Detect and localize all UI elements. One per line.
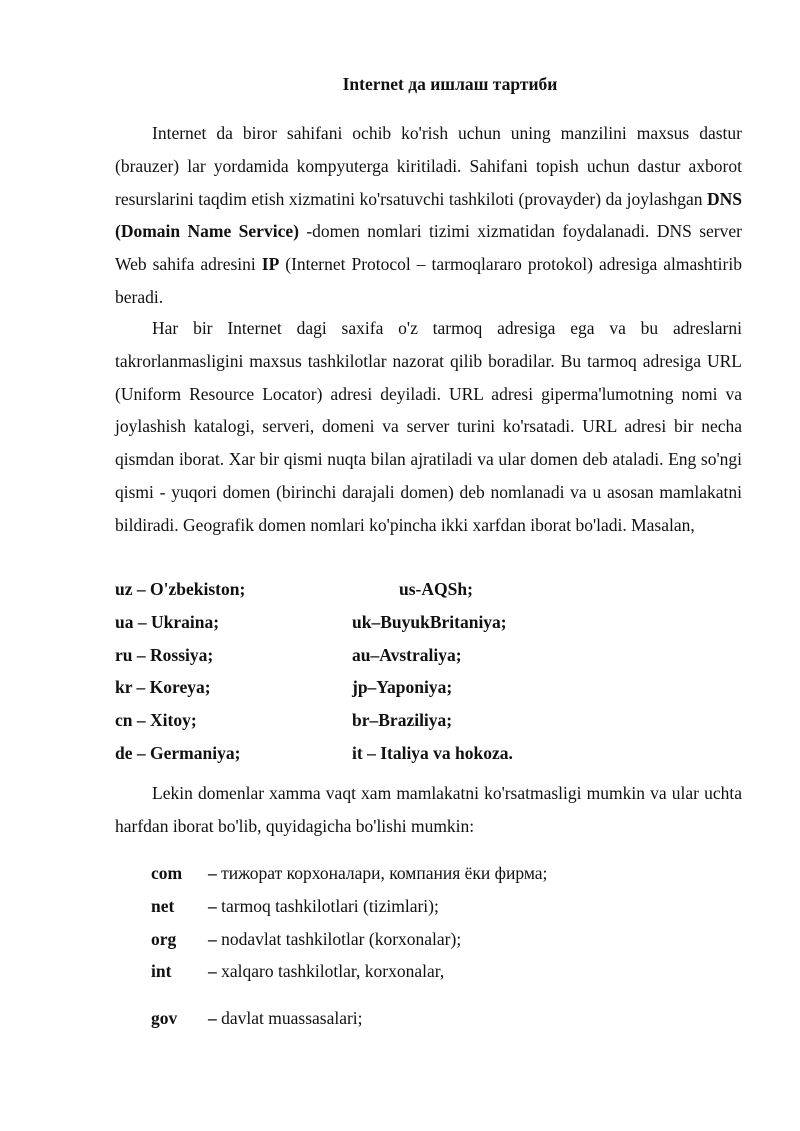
domain-key: gov xyxy=(151,1008,178,1029)
paragraph-url: Har bir Internet dagi saxifa o'z tarmoq adresiga ega va bu adreslarni takrorlanmasligini maxsus tashkilotlar nazorat qilib boradilar. Bu tarmoq adresiga URL (Uniform Resource Locator) adresi deyiladi. URL adresi giperma'lumotning nomi va joylashish katalogi, serveri, domeni va server turini ko'rsatadi. URL adresi bir necha qismdan iborat. Xar bir qismi nuqta bilan ajratiladi va ular domen deb ataladi. Eng so'ngi qismi - yuqori domen (birinchi darajali domen) deb nomlanadi va u asosan mamlakatni bildiradi. Geografik domen nomlari ko'pincha ikki xarfdan iborat bo'ladi. Masalan, xyxy=(115,318,742,535)
paragraph-text: Internet da biror sahifani ochib ko'rish uchun uning manzilini maxsus dastur (brauzer) lar yordamida kompyuterga kiritiladi. Sahifani topish uchun dastur axborot resurslarini taqdim etish xizmatini ko'rsatuvchi tashkiloti (provayder) da joylashgan xyxy=(115,123,742,209)
domain-description xyxy=(208,1003,363,1033)
country-domain-right: uk–BuyukBritaniya; xyxy=(352,611,507,632)
domain-desc-text: tarmoq tashkilotlari (tizimlari); xyxy=(216,895,439,916)
domain-description xyxy=(208,956,444,986)
domain-desc-text: тижорат корхоналари, компания ёки фирма; xyxy=(216,863,548,883)
domain-dash: – xyxy=(208,1008,217,1029)
domain-dash: – xyxy=(208,928,217,949)
country-domain-left: ru – Rossiya; xyxy=(115,644,214,665)
country-domain-row xyxy=(115,706,755,739)
country-domain-row xyxy=(115,608,755,641)
domain-dash: – xyxy=(208,863,217,883)
paragraph-text: (Internet Protocol – tarmoqlararo protokol) adresiga almashtirib beradi. xyxy=(115,254,742,307)
country-domain-right: jp–Yaponiya; xyxy=(352,677,453,698)
country-domain-left: kr – Koreya; xyxy=(115,677,211,698)
domain-desc-text: davlat muassasalari; xyxy=(216,1008,363,1029)
page-title: Internet да ишлаш тартиби xyxy=(342,74,558,94)
domain-key: int xyxy=(151,961,172,982)
country-domain-right: it – Italiya va hokoza. xyxy=(352,742,513,763)
country-domain-row xyxy=(115,641,755,674)
country-domain-row xyxy=(115,739,755,772)
domain-dash: – xyxy=(208,961,217,982)
country-domain-row xyxy=(115,575,755,608)
domain-key: net xyxy=(151,895,175,916)
domain-description xyxy=(208,924,461,954)
paragraph-text: -domen nomlari tizimi xizmatidan foydalanadi. DNS server Web sahifa adresini xyxy=(115,221,742,275)
domain-description xyxy=(208,891,439,921)
country-domain-left: cn – Xitoy; xyxy=(115,710,197,731)
domain-description xyxy=(208,858,547,888)
domain-key: org xyxy=(151,928,177,949)
domain-desc-text: xalqaro tashkilotlar, korxonalar, xyxy=(216,961,445,982)
country-domain-right: us-AQSh; xyxy=(399,579,473,599)
domain-desc-text: nodavlat tashkilotlar (korxonalar); xyxy=(216,928,462,949)
paragraph-dns xyxy=(115,117,742,314)
country-domain-left: ua – Ukraina; xyxy=(115,611,220,632)
country-domain-right: au–Avstraliya; xyxy=(352,644,462,665)
bold-term-dns: DNS (Domain Name Service) xyxy=(115,188,742,242)
bold-term-ip: IP xyxy=(261,254,280,275)
country-domain-list xyxy=(115,575,755,772)
country-domain-left: de – Germaniya; xyxy=(115,742,241,763)
paragraph-generic-domains: Lekin domenlar xamma vaqt xam mamlakatni ko'rsatmasligi mumkin va ular uchta harfdan iborat bo'lib, quyidagicha bo'lishi mumkin: xyxy=(115,783,742,836)
domain-key: com xyxy=(151,863,183,883)
country-domain-row xyxy=(115,673,755,706)
domain-dash: – xyxy=(208,895,217,916)
country-domain-left: uz – O'zbekiston; xyxy=(115,579,246,599)
country-domain-right: br–Braziliya; xyxy=(352,710,453,731)
